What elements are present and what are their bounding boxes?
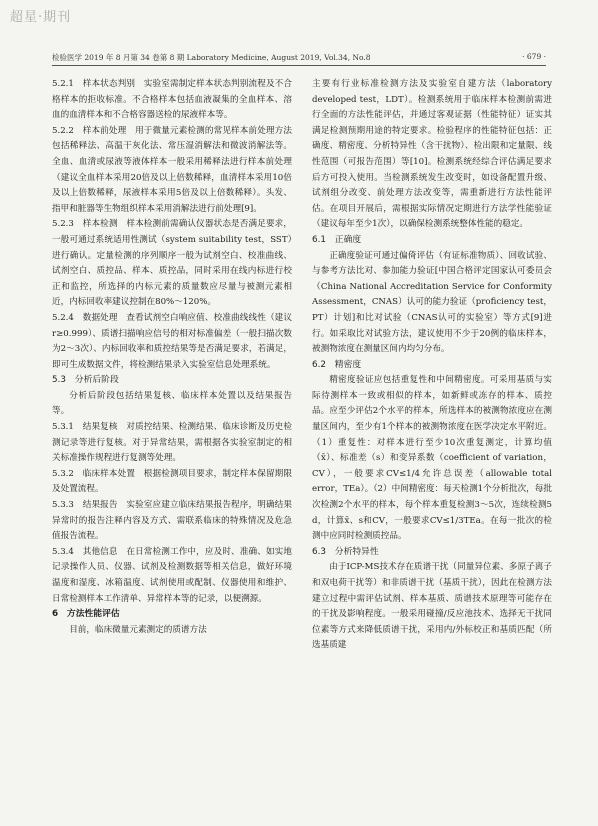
section-heading: 6.2 精密度 <box>312 359 362 370</box>
paragraph: 5.3.4 其他信息 在日常检测工作中，应及时、准确、如实地记录操作人员、仪器、试剂及检测数据等相关信息，做好环境温度和湿度、冰箱温度、试剂使用或配制、仪器使用和维护、日常检测样本工作清单、异常样本等的记录，以便溯源。 <box>52 546 292 604</box>
paragraph: 5.2.1 样本状态判别 实验室需制定样本状态判别流程及不合格样本的拒收标准。不合格样本包括血液凝集的全血样本、溶血的血清样本和不合格容器送检的尿液样本等。 <box>52 79 292 121</box>
paragraph: 5.2.2 样本前处理 用于微量元素检测的常见样本前处理方法包括稀释法、高温干灰化法、常压湿消解法和微波消解法等。全血、血清或尿液等液体样本一般采用稀释法进行样本前处理（建议全血样本采用20倍及以上倍数稀释，血清样本采用10倍及以上倍数稀释，尿液样本采用5倍及以上倍数稀释）。头发、指甲和脏器等生物组织样本采用消解法进行前处理[9]。 <box>52 125 292 214</box>
paragraph: 5.3.1 结果复核 对质控结果、检测结果、临床诊断及历史检测记录等进行复核。对于异常结果，需根据各实验室制定的相关标准操作规程进行复测等处理。 <box>52 422 292 464</box>
paragraph: 主要有行业标准检测方法及实验室自建方法（laboratory developed test，LDT）。检测系统用于临床样本检测前需进行全面的方法性能评估，并通过客观证据（性能特征）证实其满足检测预期用途的特定要求。检验程序的性能特征包括：正确度、精密度、分析特异性（含干扰物）、检出限和定量限、线性范围（可报告范围）等[10]。检测系统经综合评估满足要求后方可投入使用。当检测系统发生改变时，如设备配置升级、试剂组分改变、前处理方法改变等，需重新进行方法性能评估。在项目开展后，需根据实际情况定期进行方法学性能验证（建议每年至少1次），以确保检测系统整体性能的稳定。 <box>312 79 552 230</box>
header-journal-info: 检验医学 2019 年 8 月第 34 卷第 8 期 Laboratory Medicine, August 2019, Vol.34, No.8 <box>52 53 371 62</box>
right-column <box>312 77 552 817</box>
paragraph: 5.2.4 数据处理 查看试剂空白响应值、校准曲线线性（建议r≥0.999）、质谱扫描响应信号的相对标准偏差（一般扫描次数为2～3次）、内标回收率和质控结果等是否满足要求，若满足，即可生成数据文件，将检测结果录入实验室信息处理系统。 <box>52 312 292 370</box>
paragraph: 正确度验证可通过偏倚评估（有证标准物质）、回收试验、与参考方法比对、参加能力验证[中国合格评定国家认可委员会（China National Accreditation Service for Conformity Assessment，CNAS）认可的能力验证（proficiency test，PT）计划]和比对试验（CNAS认可的实验室）等方式[9]进行。如采取比对试验方法，建议使用不少于20例的临床样本，被测物浓度在测量区间内均匀分布。 <box>312 250 552 355</box>
running-header <box>52 52 546 66</box>
section-heading: 6 方法性能评估 <box>52 609 120 620</box>
section-heading: 6.3 分析特异性 <box>312 546 379 557</box>
paragraph: 精密度验证应包括重复性和中间精密度。可采用基质与实际待测样本一致或相似的样本，如新鲜或冻存的样本、质控品。应至少评估2个水平的样本，所选样本的被测物浓度应在测量区间内，至少有1个样本的被测物浓度在医学决定水平附近。（1）重复性：对样本进行至少10次重复测定，计算均值（x̄）、标准差（s）和变异系数（coefficient of variation，CV），一般要求CV≤1/4允许总误差（allowable total error，TEa）。（2）中间精密度：每天检测1个分析批次，每批次检测2个水平的样本，每个样本重复检测3～5次，连续检测5 d，计算x̄、s和CV，一般要求CV≤1/3TEa。在每一批次的检测中应同时检测质控品。 <box>312 375 552 542</box>
paragraph: 5.3.2 临床样本处置 根据检测项目要求，制定样本保留期限及处置流程。 <box>52 468 292 495</box>
watermark: 超星·期刊 <box>10 10 72 25</box>
left-column <box>52 77 292 817</box>
paragraph: 由于ICP-MS技术存在质谱干扰（同量异位素、多原子离子和双电荷干扰等）和非质谱干扰（基质干扰），因此在检测方法建立过程中需评估试剂、样本基质、质谱技术原理等可能存在的干扰及影响程度。一般采用碰撞/反应池技术、选择无干扰同位素等方式来降低质谱干扰，采用内/外标校正和基质匹配（所选基质建 <box>312 562 552 651</box>
paragraph: 5.3.3 结果报告 实验室应建立临床结果报告程序，明确结果异常时的报告注释内容及方式、需联系临床的特殊情况及危急值报告流程。 <box>52 500 292 542</box>
paragraph: 目前，临床微量元素测定的质谱方法 <box>69 624 207 635</box>
article-body <box>52 77 552 817</box>
section-heading: 6.1 正确度 <box>312 234 362 245</box>
paragraph: 分析后阶段包括结果复核、临床样本处置以及结果报告等。 <box>52 390 292 417</box>
paragraph: 5.2.3 样本检测 样本检测前需确认仪器状态是否满足要求，一般可通过系统适用性测试（system suitability test，SST）进行确认。定量检测的序列顺序一般为试剂空白、校准曲线、试剂空白、质控品、样本、质控品，同时采用在线内标进行校正和监控，所选择的内标元素的质量数应尽量与被测元素相近，内标回收率建议控制在80%～120%。 <box>52 219 292 308</box>
page-number: · 679 · <box>522 52 546 61</box>
section-heading: 5.3 分析后阶段 <box>52 375 119 386</box>
